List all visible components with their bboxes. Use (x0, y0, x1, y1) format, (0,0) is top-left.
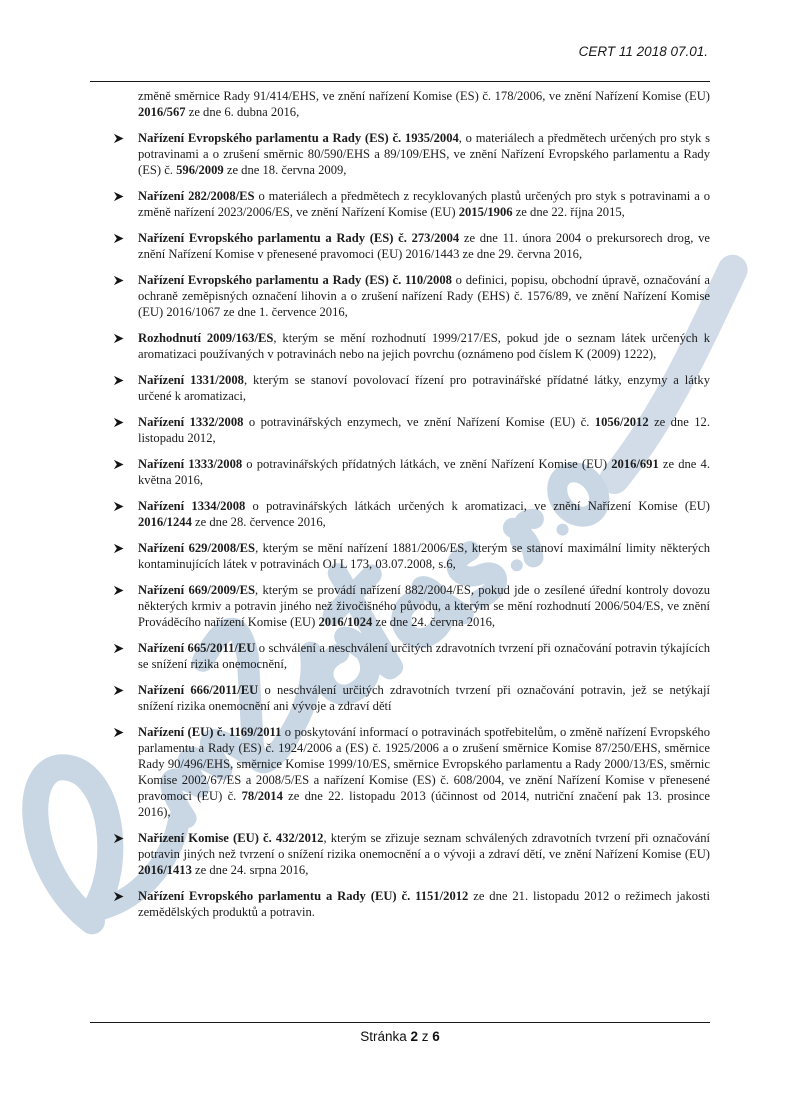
paragraph-text: Nařízení Evropského parlamentu a Rady (EU) č. 1151/2012 ze dne 21. listopadu 2012 o režimech jakosti zemědělských produktů a potravin. (138, 889, 710, 919)
paragraph-text: Nařízení 665/2011/EU o schválení a neschválení určitých zdravotních tvrzení při označování potravin týkajících se snížení rizika onemocnění, (138, 641, 711, 671)
paragraph-text: Nařízení Komise (EU) č. 432/2012, kterým se zřizuje seznam schválených zdravotních tvrzení při označování potravin jiných než tvrzení o snížení rizika onemocnění a o vývoji a zdraví dětí, ve znění Nařízení Komise (EU) 2016/1413 ze dne 24. srpna 2016, (138, 831, 711, 877)
regulation-item (138, 130, 710, 178)
bullet-arrow-icon (113, 727, 124, 738)
paragraph-text: Nařízení Evropského parlamentu a Rady (ES) č. 1935/2004, o materiálech a předmětech určených pro styk s potravinami a o zrušení směrnic 80/590/EHS a 89/109/EHS, ve znění Nařízení Evropského parlamentu a Rady (ES) č. 596/2009 ze dne 18. června 2009, (138, 131, 710, 177)
bullet-arrow-icon (113, 833, 124, 844)
bullet-arrow-icon (113, 685, 124, 696)
paragraph-text: Nařízení 629/2008/ES, kterým se mění nařízení 1881/2006/ES, kterým se stanoví maximální limity některých kontaminujících látek v potravinách OJ L 173, 03.07.2008, s.6, (138, 541, 710, 571)
regulation-item (138, 830, 710, 878)
regulation-item (138, 414, 710, 446)
page-footer (0, 1029, 800, 1044)
footer-current-page: 2 (410, 1029, 418, 1044)
page-header (90, 44, 708, 59)
bullet-arrow-icon (113, 459, 124, 470)
paragraph-text: Nařízení Evropského parlamentu a Rady (ES) č. 273/2004 ze dne 11. února 2004 o prekursorech drog, ve znění Nařízení Komise v přenesené pravomoci (EU) 2016/1443 ze dne 29. června 2016, (138, 231, 710, 261)
bullet-arrow-icon (113, 191, 124, 202)
footer-page-label: Stránka (360, 1029, 407, 1044)
bullet-arrow-icon (113, 375, 124, 386)
paragraph-text: Nařízení 1332/2008 o potravinářských enzymech, ve znění Nařízení Komise (EU) č. 1056/2012 ze dne 12. listopadu 2012, (138, 415, 710, 445)
regulation-item (138, 330, 710, 362)
header-divider (90, 81, 710, 82)
doc-code: CERT 11 2018 07.01. (578, 44, 708, 59)
regulation-item (138, 230, 710, 262)
regulation-item (138, 498, 710, 530)
paragraph-text: Nařízení 1334/2008 o potravinářských látkách určených k aromatizaci, ve znění Nařízení Komise (EU) 2016/1244 ze dne 28. července 2016, (138, 499, 711, 529)
footer-total-pages: 6 (432, 1029, 440, 1044)
regulation-list (0, 88, 800, 930)
bullet-arrow-icon (113, 585, 124, 596)
bullet-arrow-icon (113, 275, 124, 286)
bullet-arrow-icon (113, 643, 124, 654)
bullet-arrow-icon (113, 333, 124, 344)
regulation-item (138, 188, 710, 220)
paragraph-text: Nařízení (EU) č. 1169/2011 o poskytování informací o potravinách spotřebitelům, o změně nařízení Evropského parlamentu a Rady (ES) č. 1924/2006 a (ES) č. 1925/2006 a o zrušení směrnice Komise 87/250/EHS, směrnice Rady 90/496/EHS, směrnice Komise 1999/10/ES, směrnice Evropského parlamentu a Rady 2000/13/ES, směrnic Komise 2002/67/ES a 2008/5/ES a nařízení Komise (ES) č. 608/2004, ve znění Nařízení Komise v přenesené pravomoci (EU) č. 78/2014 ze dne 22. listopadu 2013 (účinnost od 2014, nutriční značení pak 13. prosince 2016), (138, 725, 710, 819)
regulation-item (138, 724, 710, 820)
paragraph-text: Nařízení 282/2008/ES o materiálech a předmětech z recyklovaných plastů určených pro styk s potravinami a o změně nařízení 2023/2006/ES, ve znění Nařízení Komise (EU) 2015/1906 ze dne 22. října 2015, (138, 189, 711, 219)
regulation-item (138, 456, 710, 488)
bullet-arrow-icon (113, 891, 124, 902)
paragraph-text: Rozhodnutí 2009/163/ES, kterým se mění rozhodnutí 1999/217/ES, pokud jde o seznam látek určených k aromatizaci používaných v potravinách nebo na jejich povrchu (oznámeno pod číslem K (2009) 1222), (138, 331, 710, 361)
footer-divider (90, 1022, 710, 1023)
regulation-item (138, 582, 710, 630)
paragraph-text: změně směrnice Rady 91/414/EHS, ve znění nařízení Komise (ES) č. 178/2006, ve znění Nařízení Komise (EU) 2016/567 ze dne 6. dubna 2016, (138, 89, 710, 119)
intro-continuation-paragraph (138, 88, 710, 120)
bullet-arrow-icon (113, 417, 124, 428)
regulation-item (138, 888, 710, 920)
footer-of-label: z (421, 1029, 429, 1044)
regulation-item (138, 272, 710, 320)
regulation-item (138, 682, 710, 714)
regulation-item (138, 372, 710, 404)
paragraph-text: Nařízení Evropského parlamentu a Rady (ES) č. 110/2008 o definici, popisu, obchodní úpravě, označování a ochraně zeměpisných označení lihovin a o zrušení nařízení Rady (EHS) č. 1576/89, ve znění Nařízení Komise (EU) 2016/1067 ze dne 1. července 2016, (138, 273, 710, 319)
paragraph-text: Nařízení 1331/2008, kterým se stanoví povolovací řízení pro potravinářské přídatné látky, enzymy a látky určené k aromatizaci, (138, 373, 710, 403)
bullet-arrow-icon (113, 543, 124, 554)
paragraph-text: Nařízení 1333/2008 o potravinářských přídatných látkách, ve znění Nařízení Komise (EU) 2016/691 ze dne 4. května 2016, (138, 457, 710, 487)
bullet-arrow-icon (113, 501, 124, 512)
paragraph-text: Nařízení 666/2011/EU o neschválení určitých zdravotních tvrzení při označování potravin, jež se netýkají snížení rizika onemocnění ani vývoje a zdraví dětí (138, 683, 711, 713)
paragraph-text: Nařízení 669/2009/ES, kterým se provádí nařízení 882/2004/ES, pokud jde o zesílené úřední kontroly dovozu některých krmiv a potravin jiného než živočišného původu, a kterým se mění rozhodnutí 2006/504/ES, ve znění Prováděcího nařízení Komise (EU) 2016/1024 ze dne 24. června 2016, (138, 583, 711, 629)
bullet-arrow-icon (113, 233, 124, 244)
regulation-item (138, 540, 710, 572)
bullet-arrow-icon (113, 133, 124, 144)
regulation-item (138, 640, 710, 672)
